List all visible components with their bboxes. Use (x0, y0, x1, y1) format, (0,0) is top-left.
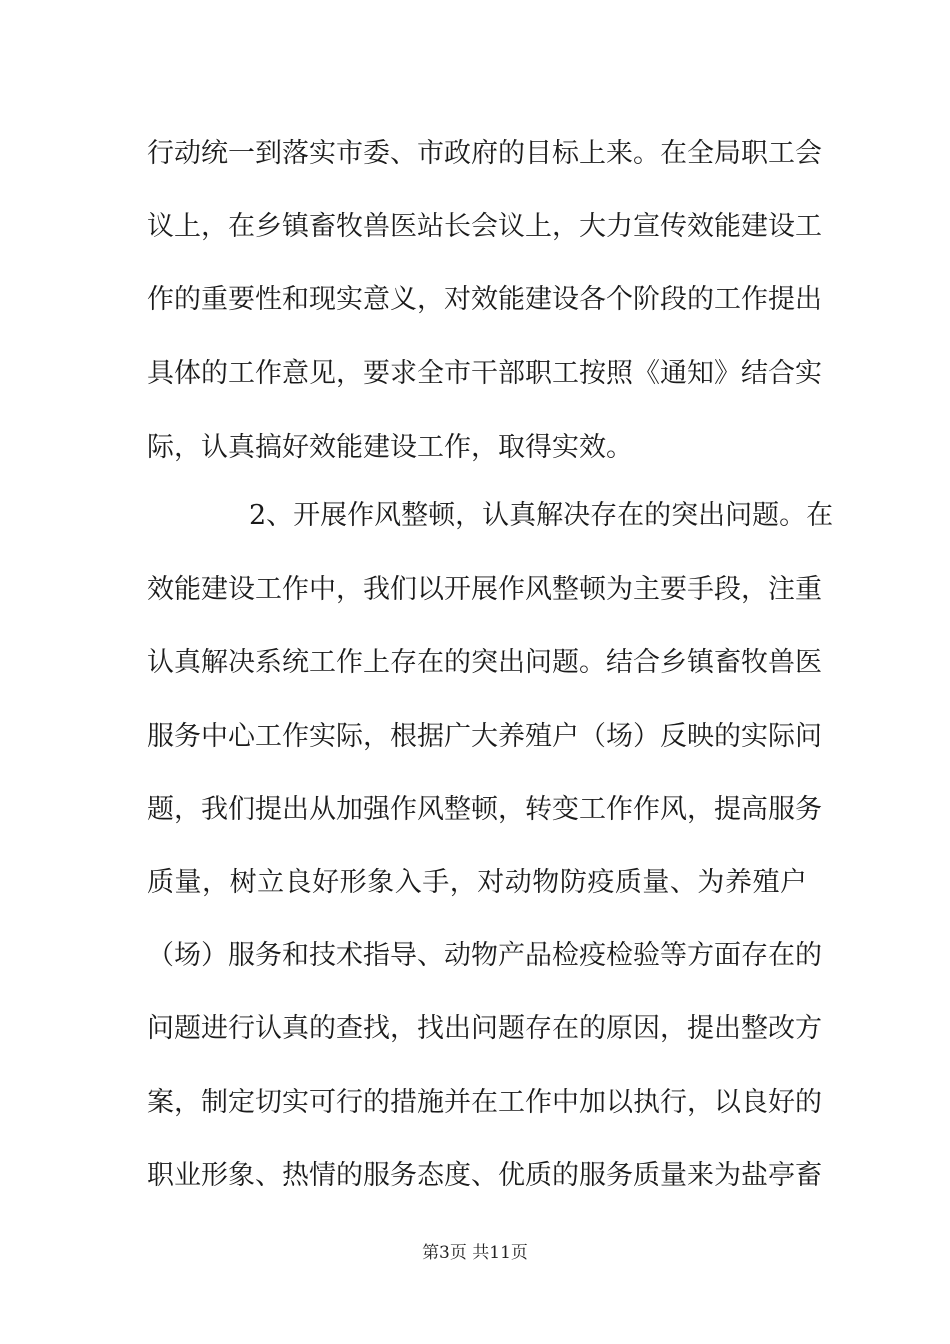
body-text-line: 问题进行认真的查找，找出问题存在的原因，提出整改方 (147, 1013, 822, 1044)
body-text-line: 服务中心工作实际，根据广大养殖户（场）反映的实际问 (147, 721, 822, 752)
body-text-line: 行动统一到落实市委、市政府的目标上来。在全局职工会 (147, 138, 822, 169)
page-number-footer: 第3页 共11页 (422, 1243, 528, 1263)
body-text-line: 质量，树立良好形象入手，对动物防疫质量、为养殖户 (147, 867, 807, 898)
paragraph-heading-line: 2、开展作风整顿，认真解决存在的突出问题。在 (249, 500, 834, 531)
body-text-line: 具体的工作意见，要求全市干部职工按照《通知》结合实 (147, 358, 822, 389)
body-text-line: 作的重要性和现实意义，对效能建设各个阶段的工作提出 (147, 284, 822, 315)
body-text-line: 题，我们提出从加强作风整顿，转变工作作风，提高服务 (147, 794, 822, 825)
body-text-line: 案，制定切实可行的措施并在工作中加以执行，以良好的 (147, 1087, 822, 1118)
body-text-line: （场）服务和技术指导、动物产品检疫检验等方面存在的 (147, 940, 822, 971)
body-text-line: 效能建设工作中，我们以开展作风整顿为主要手段，注重 (147, 574, 822, 605)
body-text-line: 职业形象、热情的服务态度、优质的服务质量来为盐亭畜 (147, 1160, 822, 1191)
body-text-line: 认真解决系统工作上存在的突出问题。结合乡镇畜牧兽医 (147, 647, 822, 678)
body-text-line: 议上，在乡镇畜牧兽医站长会议上，大力宣传效能建设工 (147, 211, 822, 242)
body-text-line: 际，认真搞好效能建设工作，取得实效。 (147, 432, 633, 463)
